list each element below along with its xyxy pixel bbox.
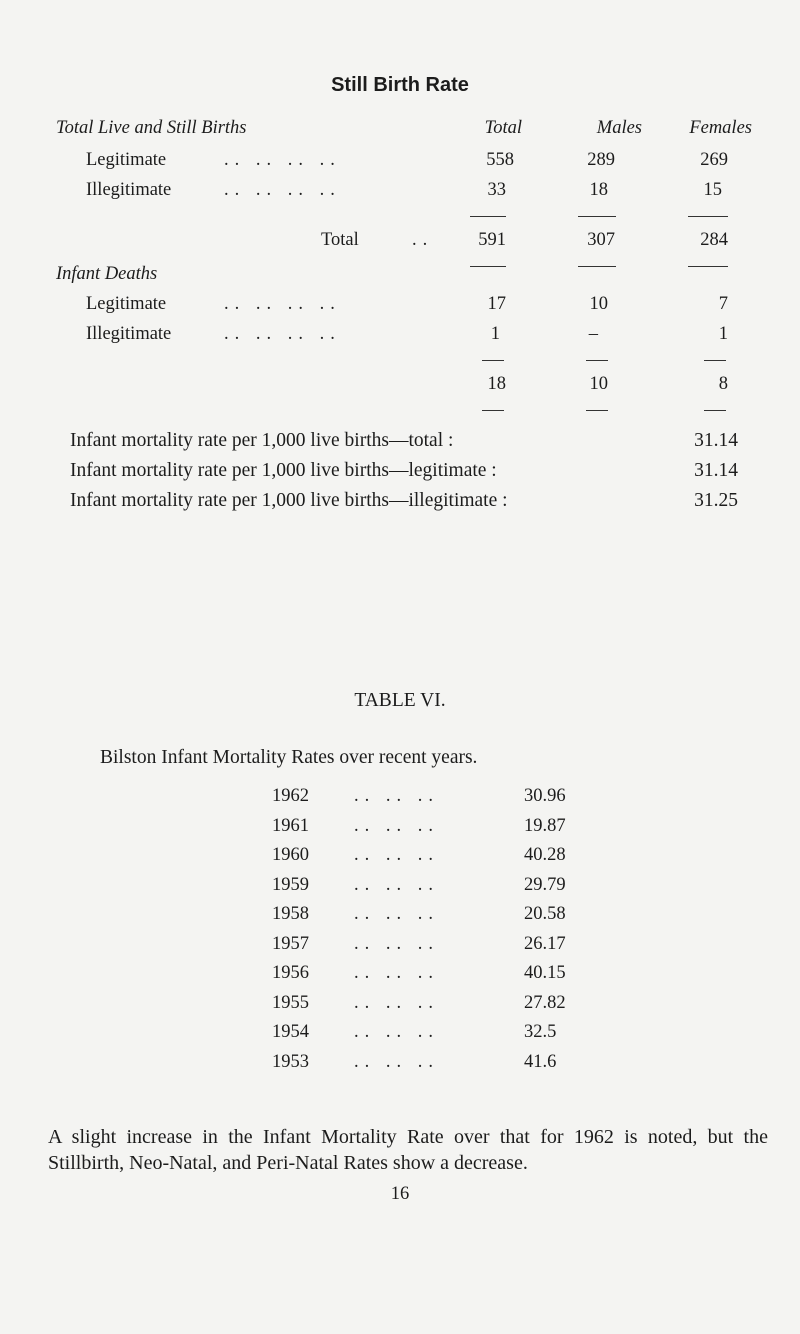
births-section-label: Total Live and Still Births — [56, 118, 247, 138]
rate-value-legitimate: 31.14 — [694, 460, 738, 481]
leader-dots: .. .. .. .. — [224, 180, 341, 200]
rate-line-total: Infant mortality rate per 1,000 live births—total : — [70, 430, 454, 451]
table-title: TABLE VI. — [354, 690, 446, 711]
rule — [704, 360, 726, 361]
infant-row-legitimate-males: 10 — [589, 294, 608, 314]
table-subtitle: Bilston Infant Mortality Rates over recent years. — [100, 747, 478, 768]
births-row-illegitimate-males: 18 — [589, 180, 608, 200]
infant-row-illegitimate-label: Illegitimate — [86, 324, 172, 344]
births-row-illegitimate-total: 33 — [487, 180, 506, 200]
rate-cell: 32.5 — [524, 1022, 557, 1042]
births-sum-females: 284 — [700, 230, 728, 250]
year-cell: 1957 — [272, 933, 309, 954]
rule — [586, 360, 608, 361]
infant-row-illegitimate-females: 1 — [718, 324, 728, 344]
infant-sum-males: 10 — [589, 374, 608, 394]
year-cell: 1961 — [272, 815, 309, 836]
infant-sum-total: 18 — [487, 374, 506, 394]
leader-dots: .. .. .. .. — [224, 150, 341, 170]
leader-dots: .. .. .. — [354, 815, 439, 836]
rate-cell: 27.82 — [524, 992, 566, 1013]
births-row-illegitimate-label: Illegitimate — [86, 180, 172, 200]
year-cell: 1958 — [272, 904, 309, 924]
leader-dots: .. .. .. — [354, 992, 439, 1013]
rule — [470, 216, 506, 217]
rule — [482, 410, 504, 411]
header-total: Total — [484, 118, 522, 138]
year-cell: 1960 — [272, 845, 309, 865]
rule — [704, 410, 726, 411]
leader-dots: .. .. .. — [354, 874, 439, 895]
year-cell: 1962 — [272, 786, 309, 806]
header-males: Males — [596, 118, 642, 138]
infant-row-legitimate-label: Legitimate — [86, 294, 167, 314]
births-row-legitimate-label: Legitimate — [86, 150, 167, 170]
year-cell: 1956 — [272, 963, 309, 983]
rate-cell: 29.79 — [524, 874, 566, 895]
rate-cell: 40.15 — [524, 963, 566, 983]
rule — [688, 216, 728, 217]
infant-row-legitimate-females: 7 — [718, 294, 728, 314]
rate-cell: 30.96 — [524, 786, 566, 806]
rate-cell: 41.6 — [524, 1051, 557, 1072]
year-cell: 1953 — [272, 1051, 309, 1072]
rule — [688, 266, 728, 267]
leader-dots: .. .. .. — [354, 845, 439, 865]
infant-row-illegitimate-total: 1 — [490, 324, 500, 344]
leader-dots: .. .. .. — [354, 1022, 439, 1042]
rate-cell: 19.87 — [524, 815, 566, 836]
births-sum-total: 591 — [478, 230, 506, 250]
infant-sum-females: 8 — [718, 374, 728, 394]
rate-value-total: 31.14 — [694, 430, 738, 451]
page-number: 16 — [390, 1184, 410, 1204]
leader-dots: .. .. .. — [354, 933, 439, 954]
births-row-legitimate-total: 558 — [486, 150, 514, 170]
rate-line-legitimate: Infant mortality rate per 1,000 live births—legitimate : — [70, 460, 497, 481]
rate-line-illegitimate: Infant mortality rate per 1,000 live births—illegitimate : — [70, 490, 508, 511]
header-females: Females — [689, 118, 752, 138]
leader-dots: .. .. .. — [354, 786, 439, 806]
leader-dots: .. — [412, 230, 434, 250]
rule — [586, 410, 608, 411]
year-cell: 1959 — [272, 874, 309, 895]
leader-dots: .. .. .. — [354, 904, 439, 924]
rate-cell: 26.17 — [524, 933, 566, 954]
leader-dots: .. .. .. — [354, 1051, 439, 1072]
leader-dots: .. .. .. — [354, 963, 439, 983]
rate-cell: 20.58 — [524, 904, 566, 924]
rule — [482, 360, 504, 361]
rule — [470, 266, 506, 267]
rule — [578, 266, 616, 267]
births-row-legitimate-females: 269 — [700, 150, 728, 170]
leader-dots: .. .. .. .. — [224, 294, 341, 314]
births-row-illegitimate-females: 15 — [703, 180, 722, 200]
rate-cell: 40.28 — [524, 845, 566, 865]
year-cell: 1955 — [272, 992, 309, 1013]
year-cell: 1954 — [272, 1022, 309, 1042]
summary-paragraph: A slight increase in the Infant Mortality Rate over that for 1962 is noted, but the Stillbirth, Neo-Natal, and Peri-Natal Rates show a decrease. — [48, 1126, 768, 1174]
infant-row-legitimate-total: 17 — [487, 294, 506, 314]
rate-value-illegitimate: 31.25 — [694, 490, 738, 511]
births-sum-label: Total — [321, 230, 359, 250]
infant-row-illegitimate-males: – — [588, 324, 598, 344]
rule — [578, 216, 616, 217]
leader-dots: .. .. .. .. — [224, 324, 341, 344]
page-title: Still Birth Rate — [331, 74, 469, 96]
births-sum-males: 307 — [587, 230, 615, 250]
infant-section-label: Infant Deaths — [56, 264, 158, 284]
births-row-legitimate-males: 289 — [587, 150, 615, 170]
